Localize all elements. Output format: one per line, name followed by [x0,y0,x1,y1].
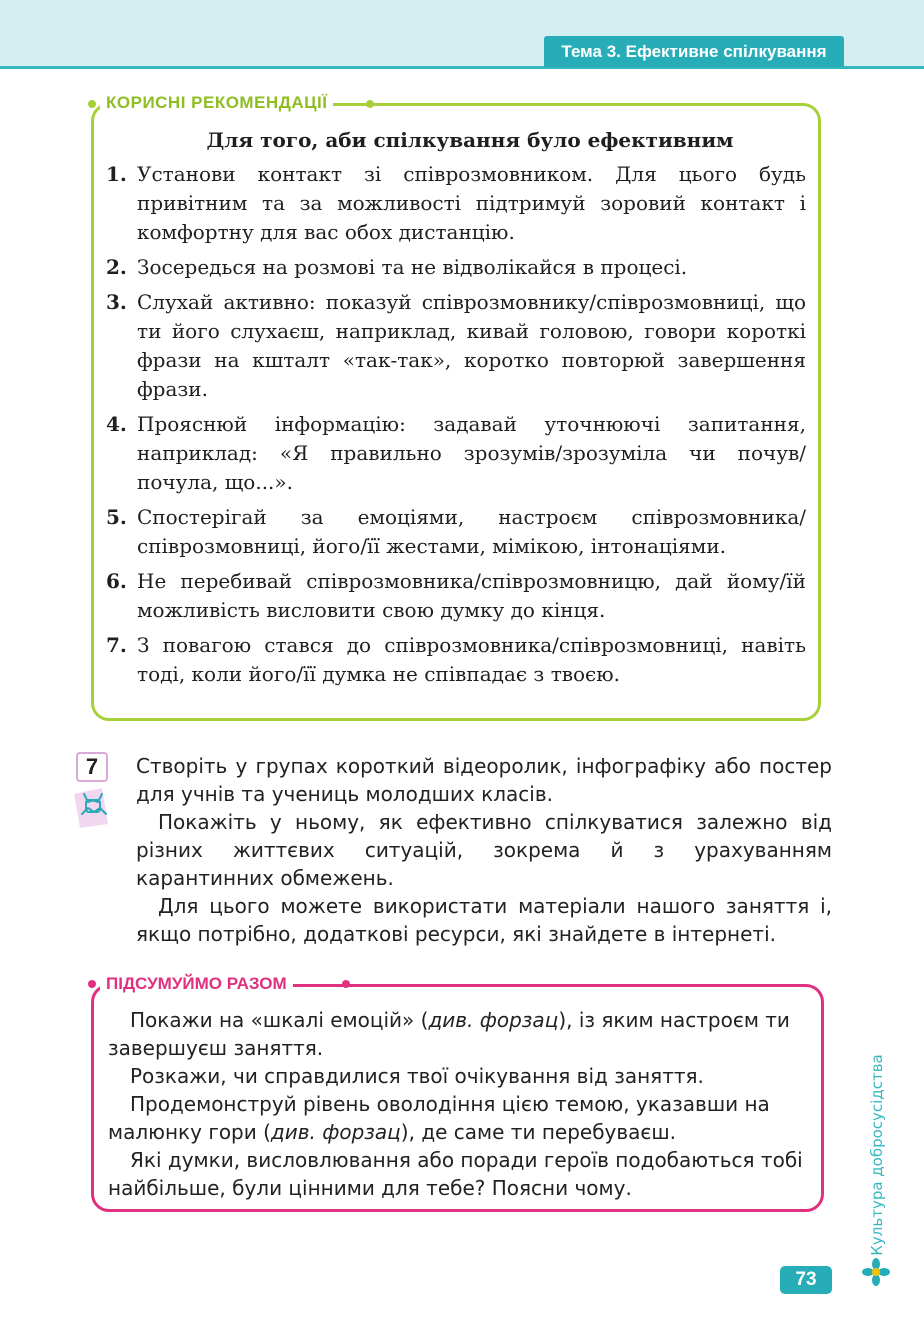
flower-icon [862,1258,890,1286]
item-number: 2. [106,255,127,279]
item-number: 6. [106,569,127,593]
summary-heading: ПІДСУМУЙМО РАЗОМ [100,971,293,997]
item-text: Не перебивай співрозмовника/співрозмовницю, дай йому/їй можливість висловити свою думку до кінця. [137,569,806,622]
text-run: Продемонструй рівень оволодіння цією темою, указавши на малюнку гори ( [108,1092,770,1144]
item-text: Слухай активно: показуй співрозмовнику/співрозмовниці, що ти його слухаєш, наприклад, кивай головою, говори короткі фрази на кшталт «так-так», коротко повторюй завершення фрази. [137,290,806,401]
item-number: 4. [106,412,127,436]
heading-dot-left [88,980,96,988]
item-number: 7. [106,633,127,657]
list-item [106,503,806,561]
item-number: 3. [106,290,127,314]
item-text: Прояснюй інформацію: задавай уточнюючі запитання, наприклад: «Я правильно зрозумів/зрозуміла чи почув/почула, що...». [137,412,806,494]
heading-dot-right [366,100,374,108]
summary-paragraph [108,1090,806,1146]
text-run: ), де саме ти перебуваєш. [400,1120,677,1144]
list-item [106,160,806,247]
heading-dot-right [342,980,350,988]
list-item [106,253,806,282]
item-text: Установи контакт зі співрозмовником. Для цього будь привітним та за можливості підтримуй зоровий контакт і комфортну для вас обох дистанцію. [137,162,806,244]
list-item [106,631,806,689]
text-run: ), із яким настроєм ти завершуєш заняття. [108,1008,790,1060]
list-item [106,410,806,497]
summary-paragraph: Які думки, висловлювання або поради героїв подобаються тобі найбільше, були цінними для тебе? Поясни чому. [108,1148,803,1200]
italic-ref: див. форзац [270,1120,401,1144]
list-item [106,288,806,404]
summary-paragraph [108,1006,806,1062]
summary-text [108,1006,806,1202]
recommendations-list [106,160,806,695]
side-label: Культура добросусідства [868,1054,886,1256]
topic-tab: Тема 3. Ефективне спілкування [544,36,844,67]
item-number: 1. [106,162,127,186]
task-icon [72,752,118,830]
item-text: З повагою стався до співрозмовника/співрозмовниці, навіть тоді, коли його/її думка не співпадає з твоєю. [137,633,806,686]
task-number: 7 [76,752,108,782]
list-item [106,567,806,625]
task-paragraph: Для цього можете використати матеріали нашого заняття і, якщо потрібно, додаткові ресурси, які знайдете в інтернеті. [136,894,832,946]
group-hands-icon [72,784,118,830]
task-paragraph: Покажіть у ньому, як ефективно спілкуватися залежно від різних життєвих ситуацій, зокрема й з урахуванням карантинних обмежень. [136,810,832,890]
recommendations-title: Для того, аби спілкування було ефективним [206,128,734,152]
summary-paragraph: Розкажи, чи справдилися твої очікування від заняття. [130,1064,704,1088]
item-text: Зосередься на розмові та не відволікайся в процесі. [137,255,688,279]
heading-dot-left [88,100,96,108]
page-number: 73 [780,1266,832,1294]
task-text [136,752,832,948]
task-paragraph: Створіть у групах короткий відеоролик, інфографіку або постер для учнів та учениць молодших класів. [136,754,832,806]
text-run: Покажи на «шкалі емоцій» ( [130,1008,429,1032]
recommendations-heading: КОРИСНІ РЕКОМЕНДАЦІЇ [100,90,333,116]
item-number: 5. [106,505,127,529]
italic-ref: див. форзац [428,1008,559,1032]
item-text: Спостерігай за емоціями, настроєм співрозмовника/співрозмовниці, його/її жестами, мімікою, інтонаціями. [137,505,806,558]
